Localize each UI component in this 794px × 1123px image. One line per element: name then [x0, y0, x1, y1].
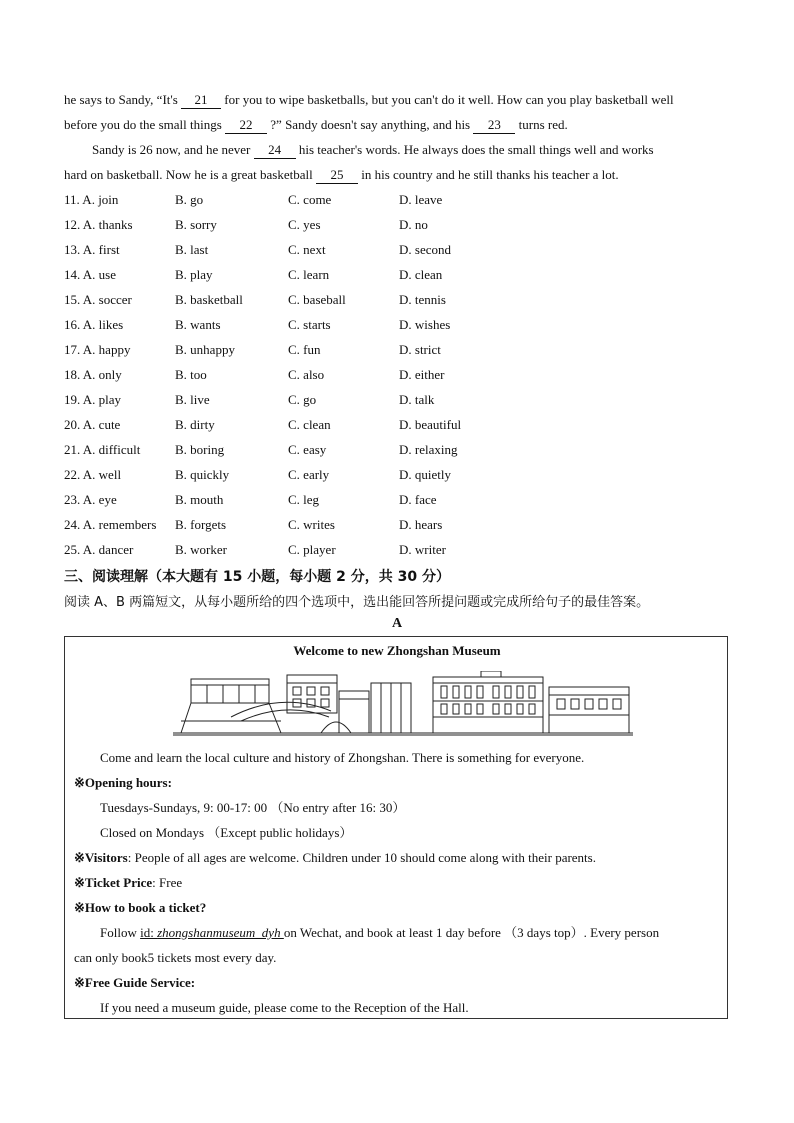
passage-text: ?” Sandy doesn't say anything, and his: [267, 117, 474, 132]
option-choice[interactable]: 12. A. thanks: [64, 217, 133, 232]
guide-label-text: ※Free Guide Service:: [74, 975, 196, 990]
passage-letter: A: [392, 616, 403, 631]
booking-line-2: can only book5 tickets most every day.: [74, 950, 277, 965]
blank-21[interactable]: 21: [181, 92, 221, 109]
passage-text: in his country and he still thanks his teacher a lot.: [357, 167, 619, 182]
option-choice[interactable]: 20. A. cute: [64, 417, 121, 432]
option-choice[interactable]: B. quickly: [175, 467, 230, 482]
option-choice[interactable]: B. live: [175, 392, 210, 407]
option-choice[interactable]: B. last: [175, 242, 209, 257]
ticket-price-line: [74, 875, 182, 891]
passage-text: Sandy is 26 now, and he never: [92, 142, 254, 157]
option-choice[interactable]: D. talk: [399, 392, 435, 407]
option-choice[interactable]: B. mouth: [175, 492, 224, 507]
section-instruction: 阅读 A、B 两篇短文，从每小题所给的四个选项中，选出能回答所提问题或完成所给句子的最佳答案。: [64, 595, 650, 610]
option-choice[interactable]: C. also: [288, 367, 325, 382]
passage-text: his teacher's words. He always does the small things well and works: [295, 142, 654, 157]
option-choice[interactable]: B. unhappy: [175, 342, 235, 357]
option-choice[interactable]: C. next: [288, 242, 326, 257]
option-choice[interactable]: D. tennis: [399, 292, 446, 307]
ticket-price-label: ※Ticket Price: [74, 875, 153, 890]
option-choice[interactable]: C. baseball: [288, 292, 346, 307]
option-choice[interactable]: D. relaxing: [399, 442, 458, 457]
option-choice[interactable]: D. quietly: [399, 467, 451, 482]
guide-label: [74, 975, 195, 991]
option-choice[interactable]: B. wants: [175, 317, 221, 332]
visitors-text: : People of all ages are welcome. Children under 10 should come along with their parents.: [127, 850, 596, 865]
option-choice[interactable]: B. worker: [175, 542, 227, 557]
option-choice[interactable]: 23. A. eye: [64, 492, 117, 507]
opening-hours-label: [74, 775, 172, 791]
option-choice[interactable]: 13. A. first: [64, 242, 120, 257]
option-choice[interactable]: 21. A. difficult: [64, 442, 141, 457]
option-choice[interactable]: C. early: [288, 467, 330, 482]
blank-22[interactable]: 22: [225, 117, 267, 134]
option-choice[interactable]: B. too: [175, 367, 207, 382]
option-choice[interactable]: 22. A. well: [64, 467, 122, 482]
section-heading: 三、阅读理解（本大题有 15 小题，每小题 2 分，共 30 分）: [64, 569, 450, 585]
opening-hours-1: Tuesdays-Sundays, 9: 00-17: 00 （No entry after 16: 30）: [100, 800, 406, 815]
option-choice[interactable]: 19. A. play: [64, 392, 122, 407]
option-choice[interactable]: C. leg: [288, 492, 320, 507]
museum-notice: [64, 636, 728, 1019]
option-choice[interactable]: B. play: [175, 267, 213, 282]
option-choice[interactable]: 16. A. likes: [64, 317, 124, 332]
option-choice[interactable]: D. strict: [399, 342, 441, 357]
blank-24[interactable]: 24: [254, 142, 296, 159]
option-choice[interactable]: B. dirty: [175, 417, 215, 432]
option-choice[interactable]: B. boring: [175, 442, 225, 457]
blank-25[interactable]: 25: [316, 167, 358, 184]
option-choice[interactable]: 11. A. join: [64, 192, 119, 207]
booking-label-text: ※How to book a ticket?: [74, 900, 207, 915]
booking-line-1: [100, 925, 659, 941]
option-choice[interactable]: B. forgets: [175, 517, 227, 532]
opening-hours-2: Closed on Mondays （Except public holidays）: [100, 825, 353, 840]
museum-illustration: [171, 671, 635, 737]
option-choice[interactable]: C. easy: [288, 442, 327, 457]
passage-text: hard on basketball. Now he is a great basketball: [64, 167, 316, 182]
passage-line-3: [92, 142, 654, 159]
option-choice[interactable]: D. either: [399, 367, 445, 382]
option-choice[interactable]: 15. A. soccer: [64, 292, 132, 307]
option-choice[interactable]: D. no: [399, 217, 428, 232]
option-choice[interactable]: D. writer: [399, 542, 446, 557]
notice-title: Welcome to new Zhongshan Museum: [293, 643, 501, 658]
option-choice[interactable]: D. second: [399, 242, 451, 257]
passage-text: for you to wipe basketballs, but you can't do it well. How can you play basketball well: [221, 92, 674, 107]
opening-hours-label-text: ※Opening hours:: [74, 775, 172, 790]
option-choice[interactable]: D. wishes: [399, 317, 451, 332]
visitors-line: [74, 850, 596, 866]
option-choice[interactable]: C. starts: [288, 317, 331, 332]
option-choice[interactable]: C. writes: [288, 517, 335, 532]
option-choice[interactable]: B. go: [175, 192, 204, 207]
passage-text: turns red.: [515, 117, 568, 132]
notice-intro: Come and learn the local culture and history of Zhongshan. There is something for everyone.: [100, 750, 585, 765]
booking-label: [74, 900, 206, 916]
option-choice[interactable]: 18. A. only: [64, 367, 122, 382]
option-choice[interactable]: D. leave: [399, 192, 443, 207]
option-choice[interactable]: D. face: [399, 492, 437, 507]
wechat-id-prefix[interactable]: id:: [140, 925, 158, 940]
visitors-label: ※Visitors: [74, 850, 128, 865]
option-choice[interactable]: B. basketball: [175, 292, 243, 307]
passage-text: before you do the small things: [64, 117, 226, 132]
option-choice[interactable]: C. clean: [288, 417, 331, 432]
option-choice[interactable]: C. player: [288, 542, 336, 557]
booking-text: on Wechat, and book at least 1 day before （3 days top）. Every person: [283, 925, 660, 940]
passage-line-1: [64, 92, 674, 109]
option-choice[interactable]: 25. A. dancer: [64, 542, 134, 557]
ticket-price-text: : Free: [152, 875, 183, 890]
option-choice[interactable]: C. fun: [288, 342, 321, 357]
option-choice[interactable]: 14. A. use: [64, 267, 116, 282]
option-choice[interactable]: D. beautiful: [399, 417, 462, 432]
option-choice[interactable]: C. come: [288, 192, 332, 207]
option-choice[interactable]: C. go: [288, 392, 317, 407]
option-choice[interactable]: 24. A. remembers: [64, 517, 157, 532]
option-choice[interactable]: D. hears: [399, 517, 443, 532]
wechat-id-link[interactable]: zhongshanmuseum_dyh: [157, 925, 284, 940]
booking-text: Follow: [100, 925, 141, 940]
passage-line-2: [64, 117, 568, 134]
option-choice[interactable]: 17. A. happy: [64, 342, 131, 357]
option-choice[interactable]: C. learn: [288, 267, 330, 282]
option-choice[interactable]: B. sorry: [175, 217, 217, 232]
passage-line-4: [64, 167, 619, 184]
passage-text: he says to Sandy, “It's: [64, 92, 182, 107]
guide-text: If you need a museum guide, please come to the Reception of the Hall.: [100, 1000, 469, 1015]
option-choice[interactable]: D. clean: [399, 267, 443, 282]
blank-23[interactable]: 23: [473, 117, 515, 134]
option-choice[interactable]: C. yes: [288, 217, 321, 232]
